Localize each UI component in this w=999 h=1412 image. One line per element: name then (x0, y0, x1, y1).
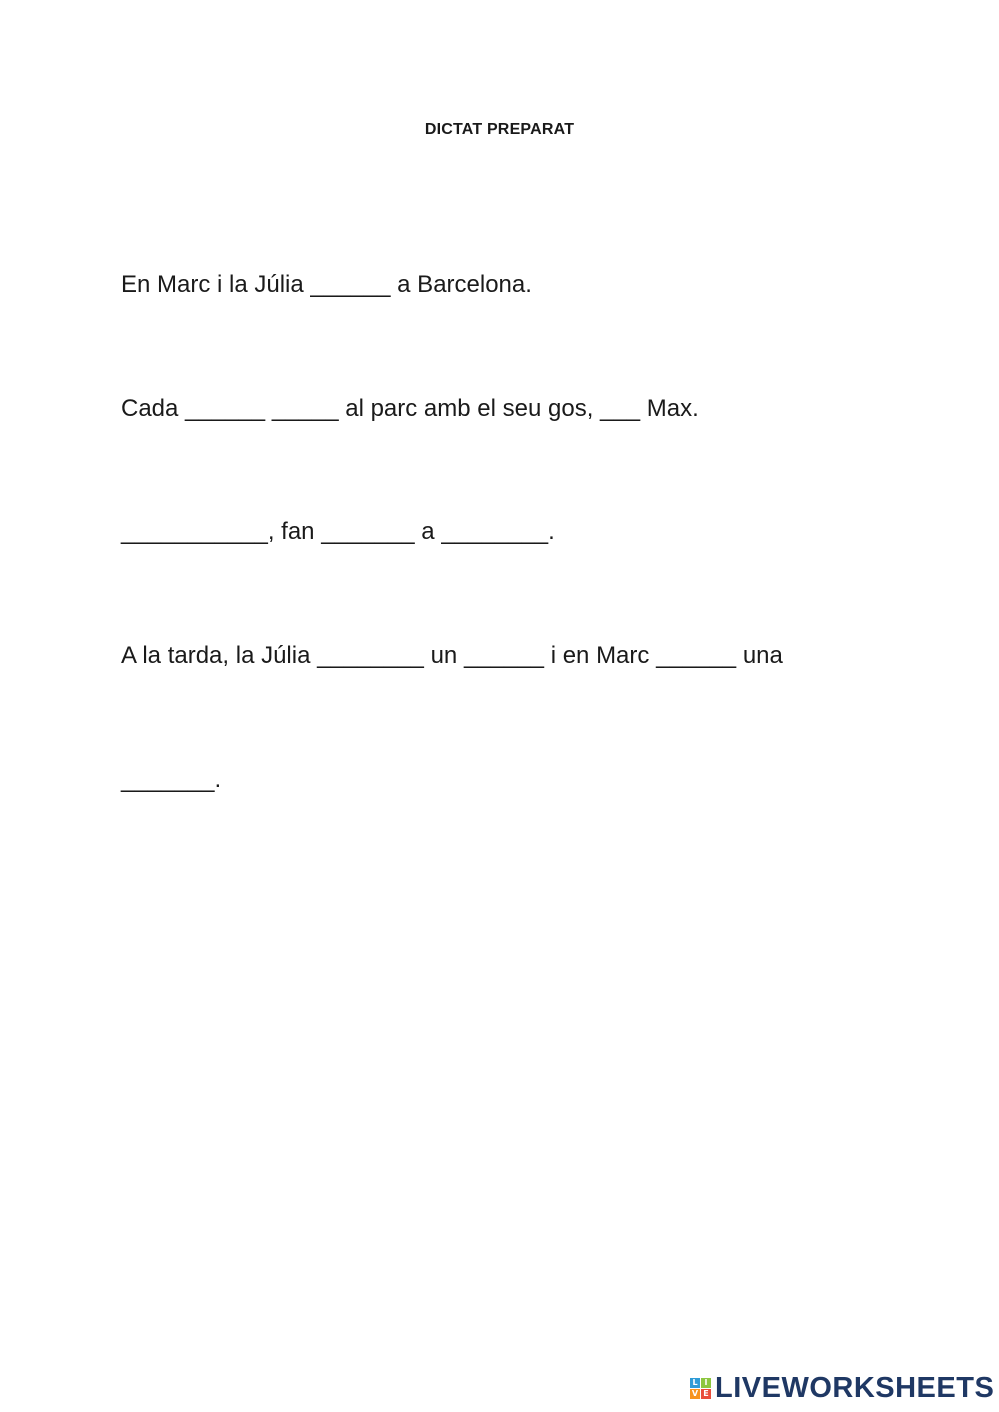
fill-blank[interactable]: ______ (310, 271, 391, 298)
logo-mark-letter: L (690, 1378, 700, 1388)
fill-blank[interactable]: ___ (600, 395, 641, 422)
sentence-5 (121, 765, 221, 795)
sentence-text: i en Marc (544, 642, 657, 669)
fill-blank[interactable]: ______ (656, 642, 737, 669)
sentence-text: a Barcelona. (390, 271, 532, 298)
sentence-2 (121, 394, 699, 424)
fill-blank[interactable]: ______ (185, 395, 266, 422)
liveworksheets-logo[interactable] (690, 1372, 994, 1404)
sentence-text: En Marc i la Júlia (121, 271, 311, 298)
sentence-text: un (423, 642, 464, 669)
logo-mark-letter: I (701, 1378, 711, 1388)
sentence-1 (121, 270, 532, 300)
logo-mark-letter: E (701, 1389, 711, 1399)
sentence-text: a (414, 518, 442, 545)
fill-blank[interactable]: ________ (317, 642, 424, 669)
logo-mark-icon (690, 1378, 711, 1399)
fill-blank[interactable]: ______ (463, 642, 545, 669)
sentence-3 (121, 517, 555, 547)
sentence-text (265, 395, 272, 422)
fill-blank[interactable]: ___________ (121, 518, 268, 545)
sentence-4 (121, 641, 783, 671)
sentence-text: al parc amb el seu gos, (338, 395, 601, 422)
sentence-text: . (214, 766, 222, 793)
fill-blank[interactable]: _______ (321, 518, 415, 545)
fill-blank[interactable]: _____ (271, 395, 339, 422)
fill-blank[interactable]: _______ (121, 766, 215, 793)
logo-text: LIVEWORKSHEETS (715, 1371, 995, 1404)
sentence-text: , fan (267, 518, 322, 545)
sentence-text: Max. (640, 395, 699, 422)
worksheet-title: DICTAT PREPARAT (424, 121, 575, 138)
sentence-text: Cada (121, 395, 186, 422)
fill-blank[interactable]: ________ (441, 518, 549, 545)
logo-mark-letter: V (691, 1388, 699, 1398)
sentence-text: una (736, 642, 783, 669)
sentence-text: A la tarda, la Júlia (121, 642, 318, 669)
sentence-text: . (548, 518, 555, 545)
